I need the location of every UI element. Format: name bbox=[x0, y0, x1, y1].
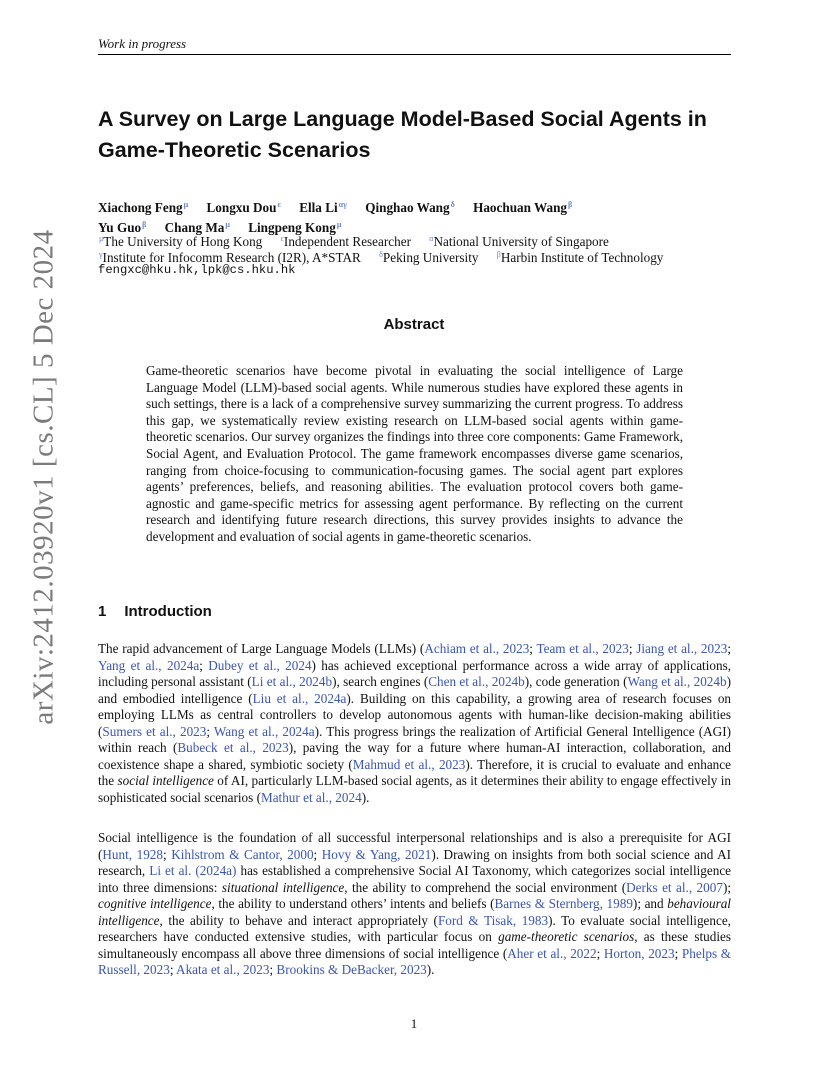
citation-link[interactable]: Hunt, 1928 bbox=[102, 846, 163, 862]
author-name: Lingpeng Kong$^\mu$ bbox=[248, 220, 342, 235]
author-name: Xiachong Feng$^\mu$ bbox=[98, 200, 189, 215]
citation-link[interactable]: Aher et al., 2022 bbox=[507, 945, 597, 961]
affiliation: $^\beta$Harbin Institute of Technology bbox=[496, 250, 664, 265]
citation-link[interactable]: Hovy & Yang, 2021 bbox=[321, 846, 432, 862]
intro-paragraph-2: Social intelligence is the foundation of all successful interpersonal relationships and is also a prerequisite for AGI (Hunt, 1928; Kihlstrom & Cantor, 2000; Hovy & Yang, 2021). Drawing on insights from both social science and AI research, Li et al. (2024a) has established a comprehensive Social AI Taxonomy, which categorizes social intelligence into three dimensions: situational intelligence, the ability to comprehend the social environment (Derks et al., 2007); cognitive intelligence, the ability to understand others’ intents and beliefs (Barnes & Sternberg, 1989); and behavioural intelligence, the ability to behave and interact appropriately (Ford & Tisak, 1983). To evaluate social intelligence, researchers have conducted extensive studies, with particular focus on game-theoretic scenarios, as these studies simultaneously encompass all above three dimensions of social intelligence (Aher et al., 2022; Horton, 2023; Phelps & Russell, 2023; Akata et al., 2023; Brookins & DeBacker, 2023). bbox=[98, 830, 732, 977]
affiliation: $^\alpha$National University of Singapore bbox=[429, 234, 609, 249]
page-number: 1 bbox=[410, 1016, 418, 1031]
contact-email[interactable]: fengxc@hku.hk,lpk@cs.hku.hk bbox=[98, 263, 296, 277]
section-number: 1 bbox=[98, 603, 107, 620]
citation-link[interactable]: Phelps & Russell, 2023 bbox=[98, 945, 731, 977]
citation-link[interactable]: Akata et al., 2023 bbox=[176, 962, 270, 977]
citation-link[interactable]: Derks et al., 2007 bbox=[626, 879, 723, 895]
section-heading bbox=[98, 603, 212, 620]
citation-link[interactable]: Jiang et al., 2023 bbox=[636, 641, 728, 656]
author-name: Ella $Li^{\alpha\gamma}$ bbox=[299, 200, 347, 215]
affiliation: $^\varepsilon$Independent Researcher bbox=[280, 234, 411, 249]
affiliation: $^\mu$The University of Hong Kong bbox=[99, 234, 263, 249]
section-title: Introduction bbox=[124, 603, 212, 620]
citation-link[interactable]: Yang et al., 2024a bbox=[98, 657, 200, 673]
author-name: Qinghao Wang$^\delta$ bbox=[365, 200, 455, 215]
emphasized-term: behavioural intelligence bbox=[98, 896, 731, 928]
citation-link[interactable]: Wang et al., 2024a bbox=[213, 723, 315, 739]
citation-link[interactable]: Li et al., 2024b bbox=[251, 674, 333, 689]
author-name: Haochuan Wang$^\beta$ bbox=[473, 200, 573, 215]
author-name: Longxu Dou$^\varepsilon$ bbox=[206, 200, 281, 215]
citation-link[interactable]: Wang et al., 2024b bbox=[627, 674, 727, 689]
citation-link[interactable]: Achiam et al., 2023 bbox=[424, 641, 530, 656]
citation-link[interactable]: Mahmud et al., 2023 bbox=[352, 756, 466, 772]
paper-title: A Survey on Large Language Model-Based Social Agents in Game-Theoretic Scenarios bbox=[98, 107, 707, 162]
citation-link[interactable]: Li et al. (2024a) bbox=[149, 863, 237, 878]
citation-link[interactable]: Dubey et al., 2024 bbox=[208, 657, 312, 673]
author-name: Chang $Ma^\mu$ bbox=[164, 220, 230, 235]
header-rule bbox=[98, 54, 731, 55]
citation-link[interactable]: Sumers et al., 2023 bbox=[102, 723, 207, 739]
citation-link[interactable]: Barnes & Sternberg, 1989 bbox=[494, 896, 633, 911]
author-name: Yu Guo$^\beta$ bbox=[98, 220, 147, 235]
arxiv-identifier-text: arXiv:2412.03920v1 [cs.CL] 5 Dec 2024 bbox=[27, 229, 60, 725]
citation-link[interactable]: Team et al., 2023 bbox=[536, 641, 629, 656]
emphasized-term: cognitive intelligence bbox=[98, 896, 212, 911]
citation-link[interactable]: Liu et al., 2024a bbox=[252, 690, 347, 706]
citation-link[interactable]: Mathur et al., 2024 bbox=[260, 789, 362, 805]
citation-link[interactable]: Kihlstrom & Cantor, 2000 bbox=[171, 846, 314, 862]
emphasized-term: situational intelligence bbox=[221, 879, 345, 895]
author-line-1 bbox=[98, 196, 587, 216]
abstract-heading: Abstract bbox=[383, 316, 445, 333]
affiliation: $^\delta$Peking University bbox=[379, 250, 479, 265]
abstract-text: Game-theoretic scenarios have become pivotal in evaluating the social intelligence of Large Language Model (LLM)-based social agents. While numerous studies have explored these agents in such settings, there is a lack of a comprehensive survey summarizing the current progress. To address this gap, we systematically review existing research on LLM-based social agents within game-theoretic scenarios. Our survey organizes the findings into three core components: Game Framework, Social Agent, and Evaluation Protocol. The game framework encompasses diverse game scenarios, ranging from choice-focusing to communication-focusing games. The social agent part explores agents’ preferences, beliefs, and reasoning abilities. The evaluation protocol covers both game-agnostic and game-specific metrics for assessing agent performance. By reflecting on the current research and identifying future research directions, this survey provides insights to advance the development and evaluation of social agents in game-theoretic scenarios. bbox=[146, 363, 683, 544]
citation-link[interactable]: Brookins & DeBacker, 2023 bbox=[276, 962, 427, 977]
affiliation: $^\gamma$Institute for Infocomm Research (I2R), A*STAR bbox=[99, 250, 361, 265]
citation-link[interactable]: Horton, 2023 bbox=[603, 945, 675, 961]
intro-paragraph-1: The rapid advancement of Large Language Models (LLMs) (Achiam et al., 2023; Team et al., 2023; Jiang et al., 2023; Yang et al., 2024a; Dubey et al., 2024) has achieved exceptional performance across a wide array of applications, including personal assistant (Li et al., 2024b), search engines (Chen et al., 2024b), code generation (Wang et al., 2024b) and embodied intelligence (Liu et al., 2024a). Building on this capability, a growing area of research focuses on employing LLMs as central controllers to develop autonomous agents with human-like decision-making abilities (Sumers et al., 2023; Wang et al., 2024a). This progress brings the realization of Artificial General Intelligence (AGI) within reach (Bubeck et al., 2023), paving the way for a future where human-AI interaction, collaboration, and coexistence shape a shared, symbiotic society (Mahmud et al., 2023). Therefore, it is crucial to evaluate and enhance the social intelligence of AI, particularly LLM-based social agents, as it determines their ability to engage effectively in sophisticated social scenarios (Mathur et al., 2024). bbox=[98, 641, 732, 805]
citation-link[interactable]: Ford & Tisak, 1983 bbox=[437, 912, 549, 928]
citation-link[interactable]: Chen et al., 2024b bbox=[428, 674, 525, 689]
running-head: Work in progress bbox=[98, 36, 187, 51]
emphasized-term: game-theoretic scenarios bbox=[498, 929, 635, 944]
emphasized-term: social intelligence bbox=[117, 773, 214, 788]
citation-link[interactable]: Bubeck et al., 2023 bbox=[177, 740, 289, 755]
